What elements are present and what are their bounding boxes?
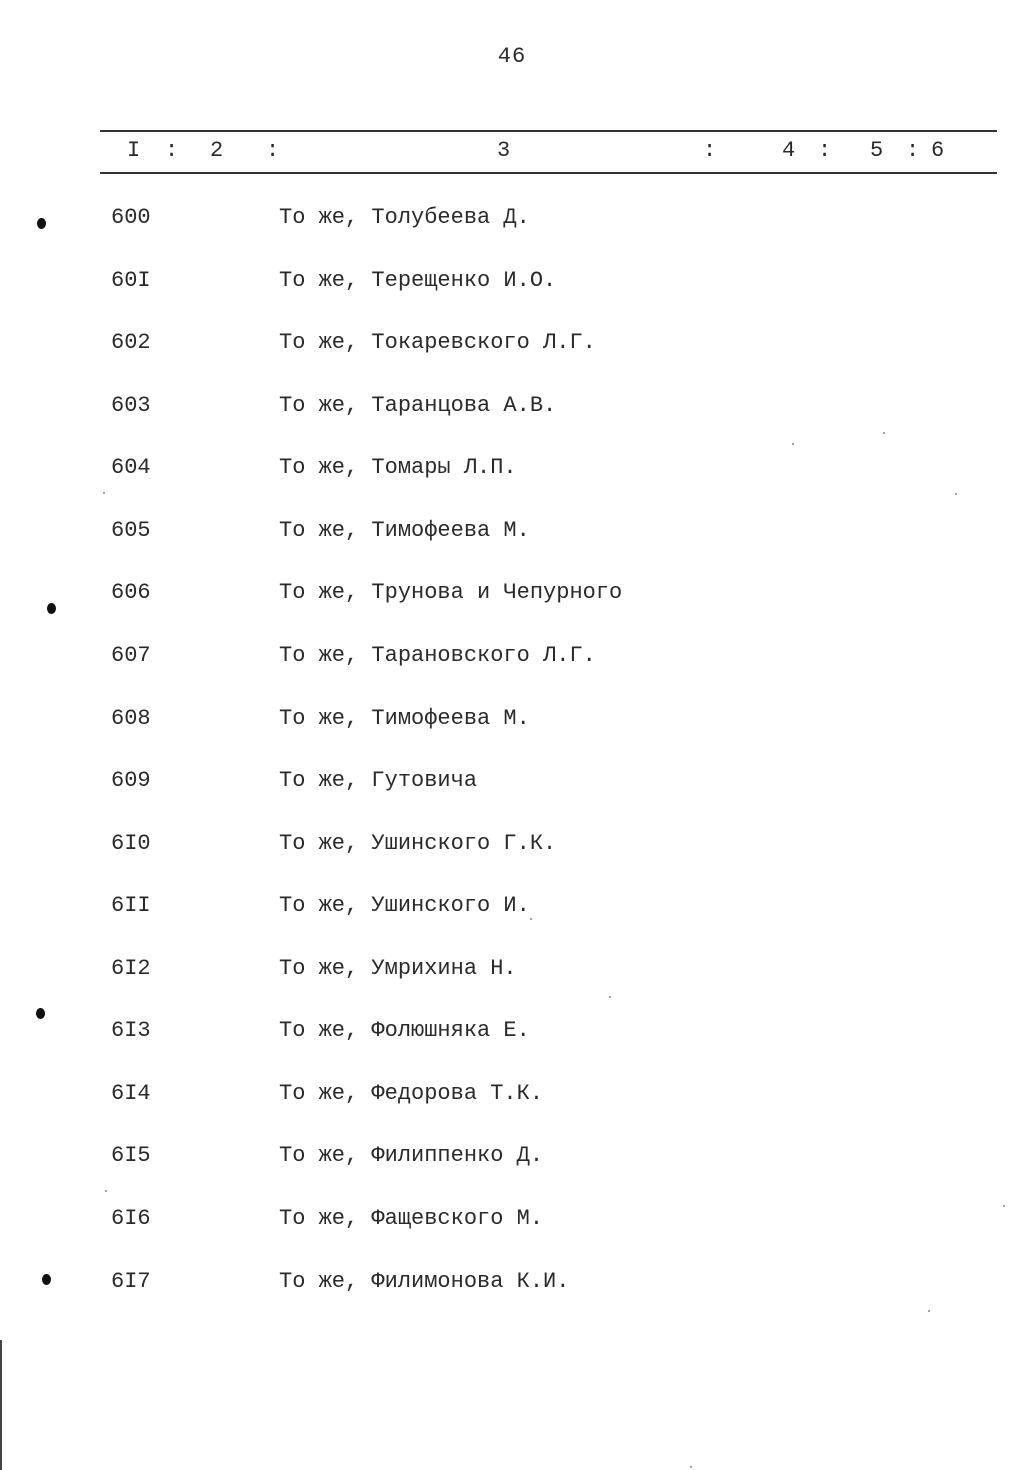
row-number: 6I7	[111, 1269, 151, 1294]
header-col-4: 4	[782, 138, 796, 163]
row-description: То же, Фащевского М.	[279, 1206, 544, 1231]
row-number: 60I	[111, 268, 151, 293]
row-number: 604	[111, 455, 151, 480]
header-col-6: 6	[931, 138, 945, 163]
row-description: То же, Томары Л.П.	[279, 455, 517, 480]
table-row	[0, 1136, 1024, 1176]
row-description: То же, Гутовича	[279, 768, 478, 793]
scan-speck	[883, 432, 885, 434]
header-col-5: 5	[870, 138, 884, 163]
row-number: 6II	[111, 893, 151, 918]
binder-hole-mark	[42, 1274, 51, 1285]
scan-edge-line	[0, 1340, 2, 1470]
row-number: 602	[111, 330, 151, 355]
header-separator: :	[165, 138, 179, 163]
table-row	[0, 1262, 1024, 1302]
table-row	[0, 699, 1024, 739]
table-row	[0, 573, 1024, 613]
row-description: То же, Тимофеева М.	[279, 518, 530, 543]
scan-speck	[530, 918, 532, 920]
row-description: То же, Тарановского Л.Г.	[279, 643, 596, 668]
row-description: То же, Трунова и Чепурного	[279, 580, 623, 605]
row-number: 607	[111, 643, 151, 668]
row-description: То же, Филиппенко Д.	[279, 1143, 544, 1168]
page-number: 46	[497, 44, 527, 69]
row-description: То же, Ушинского Г.К.	[279, 831, 557, 856]
table-row	[0, 261, 1024, 301]
row-number: 6I4	[111, 1081, 151, 1106]
row-number: 6I5	[111, 1143, 151, 1168]
table-row	[0, 949, 1024, 989]
table-row	[0, 323, 1024, 363]
table-row	[0, 1074, 1024, 1114]
binder-hole-mark	[36, 1008, 45, 1019]
binder-hole-mark	[37, 218, 46, 229]
scan-speck	[955, 493, 957, 495]
row-description: То же, Толубеева Д.	[279, 205, 530, 230]
row-number: 603	[111, 393, 151, 418]
table-row	[0, 386, 1024, 426]
scan-speck	[103, 492, 105, 494]
scan-speck	[928, 1310, 930, 1312]
table-row	[0, 511, 1024, 551]
row-number: 609	[111, 768, 151, 793]
row-description: То же, Филимонова К.И.	[279, 1269, 570, 1294]
header-separator: :	[703, 138, 717, 163]
row-description: То же, Фолюшняка Е.	[279, 1018, 530, 1043]
row-description: То же, Токаревского Л.Г.	[279, 330, 596, 355]
row-description: То же, Умрихина Н.	[279, 956, 517, 981]
row-description: То же, Тимофеева М.	[279, 706, 530, 731]
row-number: 606	[111, 580, 151, 605]
row-number: 6I6	[111, 1206, 151, 1231]
table-row	[0, 198, 1024, 238]
row-number: 605	[111, 518, 151, 543]
row-description: То же, Таранцова А.В.	[279, 393, 557, 418]
row-description: То же, Ушинского И.	[279, 893, 530, 918]
table-row	[0, 886, 1024, 926]
row-description: То же, Терещенко И.О.	[279, 268, 557, 293]
table-row	[0, 761, 1024, 801]
row-number: 600	[111, 205, 151, 230]
row-description: То же, Федорова Т.К.	[279, 1081, 544, 1106]
scan-speck	[1003, 1205, 1005, 1207]
table-row	[0, 1199, 1024, 1239]
header-separator: :	[818, 138, 832, 163]
binder-hole-mark	[47, 603, 56, 614]
header-col-1: I	[127, 138, 141, 163]
row-number: 6I2	[111, 956, 151, 981]
row-number: 6I3	[111, 1018, 151, 1043]
scan-speck	[690, 1466, 692, 1468]
scan-speck	[105, 1190, 107, 1192]
table-row	[0, 824, 1024, 864]
table-row	[0, 448, 1024, 488]
table-header-rule	[100, 172, 997, 174]
table-top-rule	[100, 130, 997, 132]
row-number: 608	[111, 706, 151, 731]
scan-speck	[792, 443, 794, 445]
table-row	[0, 636, 1024, 676]
scan-speck	[609, 996, 611, 998]
header-separator: :	[906, 138, 920, 163]
header-col-3: 3	[497, 138, 511, 163]
table-row	[0, 1011, 1024, 1051]
row-number: 6I0	[111, 831, 151, 856]
header-separator: :	[266, 138, 280, 163]
header-col-2: 2	[210, 138, 224, 163]
